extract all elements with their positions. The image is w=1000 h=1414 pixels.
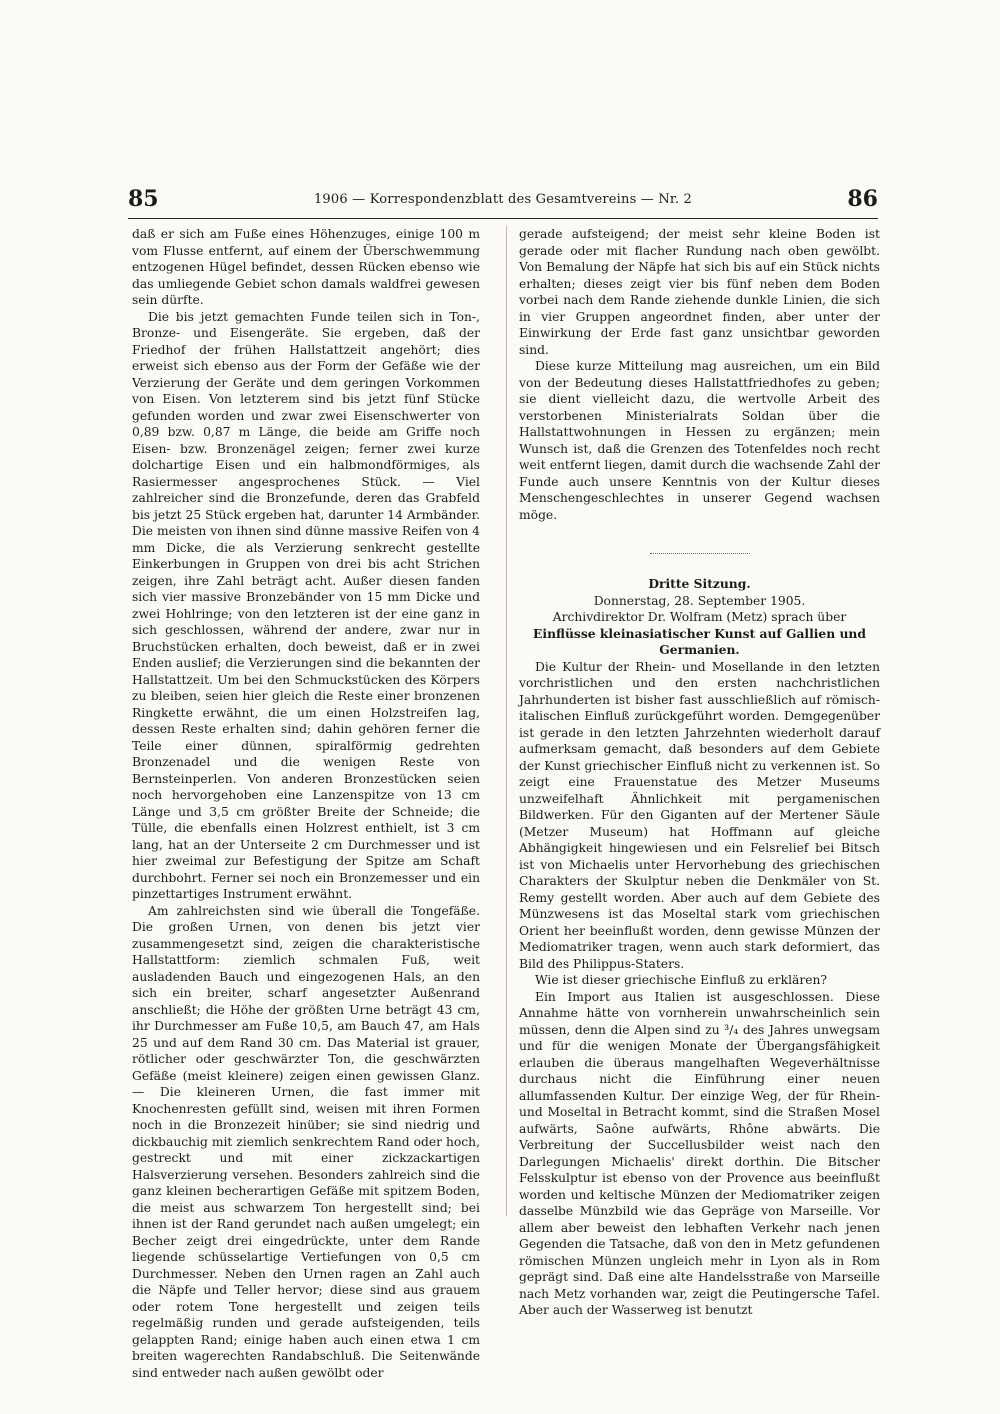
section-date: Donnerstag, 28. September 1905. [593, 593, 806, 608]
running-title: 1906 — Korrespondenzblatt des Gesamtvereins — Nr. 2 [313, 192, 693, 207]
section-heading: Dritte Sitzung. [648, 576, 751, 591]
left-column [132, 226, 480, 1381]
page-number-left: 85 [128, 186, 159, 212]
paragraph: Ein Import aus Italien ist ausgeschlossen. Diese Annahme hätte von vornherein unwahrscheinlich sein müssen, denn die Alpen sind zu ³/₄ des Jahres unwegsam und für die wenigen Monate der Übergangsfähigkeit erlauben die überaus mangelhaften Wegeverhältnisse durchaus nicht die Einführung einer neuen allumfassenden Kultur. Der einzige Weg, der für Rhein- und Moseltal in Betracht kommt, sind die Straßen Mosel aufwärts, Saône aufwärts, Rhône abwärts. Die Verbreitung der Succellusbilder weist nach den Darlegungen Michaelis' direkt dorthin. Die Bitscher Felsskulptur ist ebenso von der Provence aus beeinflußt worden und keltische Münzen der Mediomatriker zeigen dasselbe Münzbild wie das Gepräge von Marseille. Vor allem aber beweist den lebhaften Verkehr nach jenen Gegenden die Tatsache, daß von den in Metz gefundenen römischen Münzen ungleich mehr in Lyon als in Rom geprägt sind. Daß eine alte Handelsstraße von Marseille nach Metz vorhanden war, zeigt die Peutingersche Tafel. Aber auch der Wasserweg ist benutzt [519, 989, 880, 1317]
right-column [519, 226, 880, 1319]
paragraph: daß er sich am Fuße eines Höhenzuges, einige 100 m vom Flusse entfernt, auf einem der Überschwemmung entzogenen Hügel befindet, dessen Rücken ebenso wie das umliegende Gebiet schon damals waldfrei gewesen sein dürfte. [132, 227, 480, 307]
page-header [128, 186, 878, 216]
lecture-topic: Einflüsse kleinasiatischer Kunst auf Gallien und Germanien. [533, 625, 866, 657]
paragraph: gerade aufsteigend; der meist sehr kleine Boden ist gerade oder mit flacher Rundung nach oben gewölbt. Von Bemalung der Näpfe hat sich bis auf ein Stück nichts erhalten; dieses zeigt vier bis fünf neben dem Boden vorbei nach dem Rande ziehende dunkle Linien, die sich in vier Gruppen angeordnet finden, aber unter der Einwirkung der Erde fast ganz unsichtbar geworden sind. [519, 227, 880, 357]
paragraph: Am zahlreichsten sind wie überall die Tongefäße. Die großen Urnen, von denen bis jetzt vier zusammengesetzt sind, zeigen die charakteristische Hallstattform: ziemlich schmalen Fuß, weit ausladenden Bauch und eingezogenen Hals, an den sich ein breiter, scharf angesetzter Außenrand anschließt; die Höhe der größten Urne beträgt 43 cm, ihr Durchmesser am Fuße 10,5, am Bauch 47, am Hals 25 und auf dem Rand 30 cm. Das Material ist grauer, rötlicher oder geschwärzter Ton, die geschwärzten Gefäße (meist kleinere) zeigen einen gewissen Glanz. — Die kleineren Urnen, die fast immer mit Knochenresten gefüllt sind, weisen mit ihren Formen noch in die Bronzezeit hinüber; sie sind niedrig und dickbauchig mit ziemlich senkrechtem Rand oder hoch, gestreckt und mit einer zickzackartigen Halsverzierung versehen. Besonders zahlreich sind die ganz kleinen becherartigen Gefäße mit spitzem Boden, die meist aus schwarzem Ton hergestellt sind; bei ihnen ist der Rand gerundet nach außen umgelegt; ein Becher zeigt drei eingedrückte, unter dem Rande liegende schüsselartige Vertiefungen von 0,5 cm Durchmesser. Neben den Urnen ragen an Zahl auch die Näpfe und Teller hervor; diese sind aus grauem oder rotem Tone hergestellt und zeigen teils regelmäßig runden und gerade aufsteigenden, teils gelappten Rand; einige haben auch einen etwa 1 cm breiten wagerechten Randabschluß. Die Seitenwände sind entweder nach außen gewölbt oder [132, 903, 480, 1380]
header-rule [128, 218, 878, 219]
paragraph: Die bis jetzt gemachten Funde teilen sich in Ton-, Bronze- und Eisengeräte. Sie ergeben, daß der Friedhof der frühen Hallstattzeit angehört; dies erweist sich ebenso aus der Form der Gefäße wie der Verzierung der Geräte und dem geringen Vorkommen von Eisen. Von letzterem sind bis jetzt fünf Stücke gefunden worden und zwar zwei Eisenschwerter von 0,89 bzw. 0,87 m Länge, die beide am Griffe noch Eisen- bzw. Bronzenägel zeigen; ferner zwei kurze dolchartige Eisen und ein halbmondförmiges, als Rasiermesser angesprochenes Stück. — Viel zahlreicher sind die Bronzefunde, deren das Grabfeld bis jetzt 25 Stück ergeben hat, darunter 14 Armbänder. Die meisten von ihnen sind dünne massive Reifen von 4 mm Dicke, die als Verzierung senkrecht gestellte Einkerbungen in Gruppen von drei bis acht Strichen zeigen, ihre Zahl beträgt acht. Außer diesen fanden sich vier massive Bronzebänder von 15 mm Dicke und zwei Hohlringe; von den letzteren ist der eine ganz in sich geschlossen, während der andere, zwar nur in Bruchstücken erhalten, doch beweist, daß er in zwei Enden auslief; die Verzierungen sind die bekannten der Hallstattzeit. Um bei den Schmuckstücken des Körpers zu bleiben, seien hier gleich die Reste einer bronzenen Ringkette erwähnt, die um einen Holzstreifen lag, dessen Reste erhalten sind; dahin gehören ferner die Teile einer dünnen, spiralförmig gedrehten Bronzenadel und die wenigen Reste von Bernsteinperlen. Von anderen Bronzestücken seien noch hervorgehoben eine Lanzenspitze von 13 cm Länge und 3,5 cm größter Breite der Schneide; die Tülle, die ebenfalls einen Holzrest enthielt, ist 3 cm lang, hat an der Unterseite 2 cm Durchmesser und ist hier zweimal zur Befestigung der Spitze am Schaft durchbohrt. Ferner sei noch ein Bronzemesser und ein pinzettartiges Instrument erwähnt. [132, 309, 480, 901]
section-separator [650, 553, 750, 554]
paragraph: Diese kurze Mitteilung mag ausreichen, um ein Bild von der Bedeutung dieses Hallstattfriedhofes zu geben; sie dient vielleicht dazu, die wertvolle Arbeit des verstorbenen Ministerialrats Soldan über die Hallstattwohnungen in Hessen zu ergänzen; mein Wunsch ist, daß die Grenzen des Totenfeldes noch recht weit entfernt liegen, damit durch die wachsende Zahl der Funde auch unsere Kenntnis von der Kultur dieses Menschengeschlechtes in unserer Gegend wachsen möge. [519, 359, 880, 522]
speaker-line: Archivdirektor Dr. Wolfram (Metz) sprach über [552, 610, 847, 624]
paragraph: Die Kultur der Rhein- und Mosellande in den letzten vorchristlichen und den ersten nachchristlichen Jahrhunderten ist bisher fast ausschließlich auf römisch-italischen Einfluß zurückgeführt worden. Demgegenüber ist gerade in den letzten Jahrzehnten wiederholt darauf aufmerksam gemacht, daß besonders auf dem Gebiete der Kunst griechischer Einfluß nicht zu verkennen ist. So zeigt eine Frauenstatue des Metzer Museums unzweifelhaft Ähnlichkeit mit pergamenischen Bildwerken. Für den Giganten auf der Mertener Säule (Metzer Museum) hat Hoffmann auf gleiche Abhängigkeit hingewiesen und ein Felsrelief bei Bitsch ist von Michaelis unter Hervorhebung des griechischen Charakters der Skulptur neben die Denkmäler von St. Remy gestellt worden. Aber auch auf dem Gebiete des Münzwesens ist das Moseltal stark vom griechischen Orient her beeinflußt worden, denn gewisse Münzen der Mediomatriker tragen, wenn auch stark deformiert, das Bild des Philippus-Staters. [519, 659, 880, 971]
column-divider [506, 226, 507, 1216]
page-number-right: 86 [847, 186, 878, 212]
paragraph: Wie ist dieser griechische Einfluß zu erklären? [535, 973, 828, 987]
